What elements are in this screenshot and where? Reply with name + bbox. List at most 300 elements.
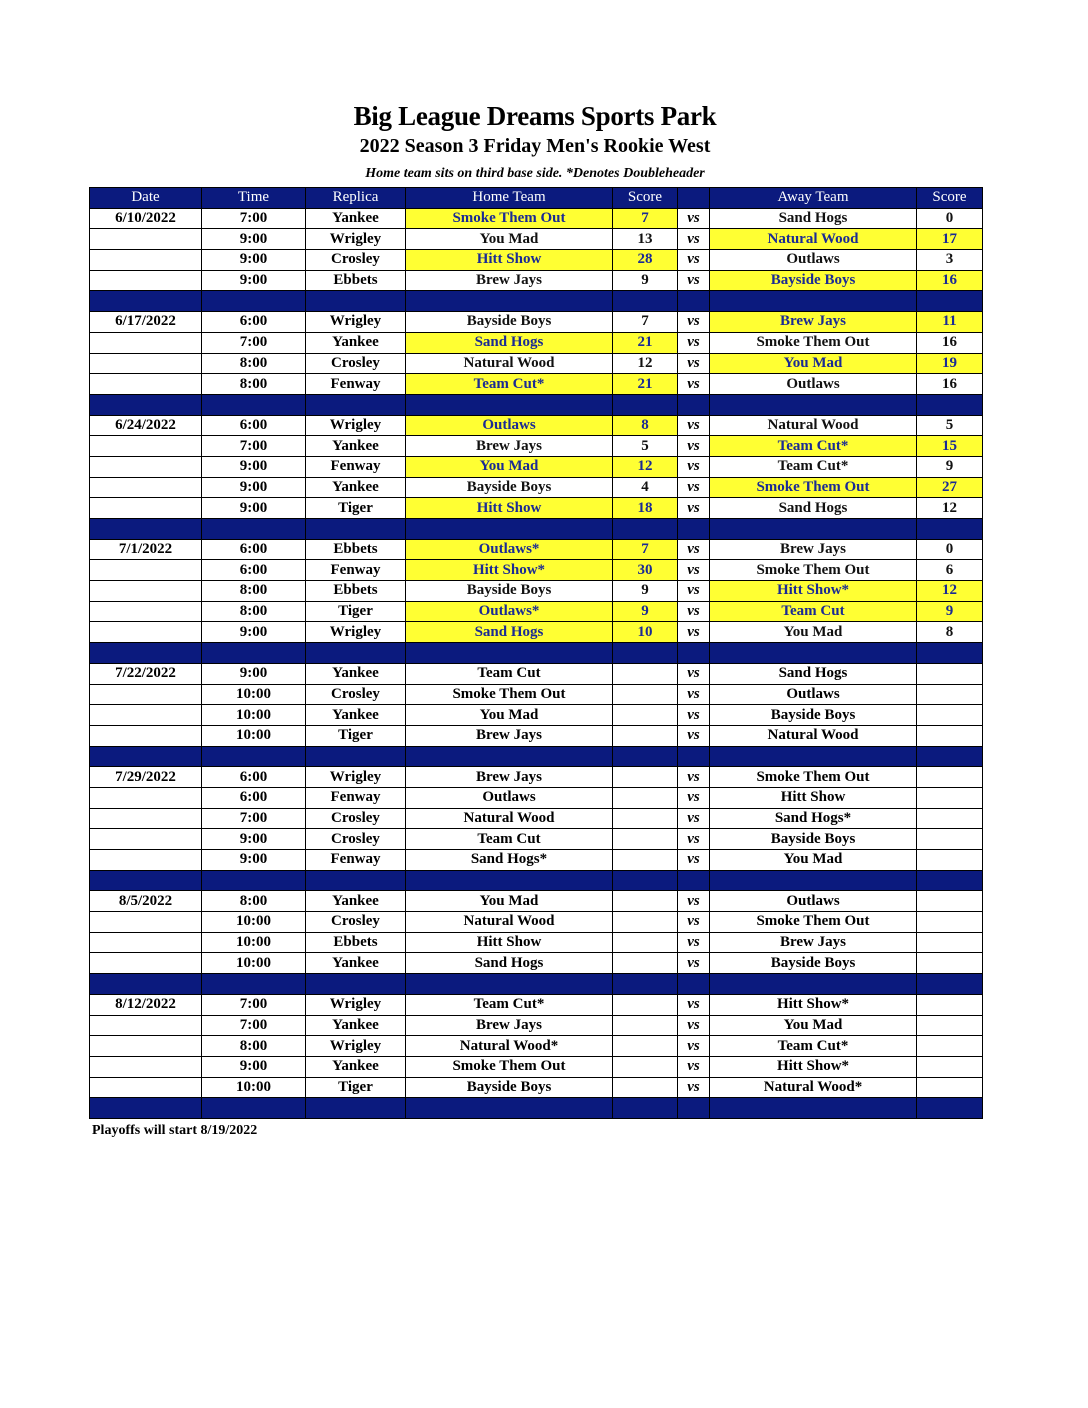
time-cell: 9:00 bbox=[202, 229, 306, 250]
replica-cell: Yankee bbox=[306, 436, 406, 457]
header-vs bbox=[678, 188, 710, 209]
away-team-cell: Brew Jays bbox=[710, 312, 917, 333]
time-cell: 10:00 bbox=[202, 705, 306, 726]
vs-cell: vs bbox=[678, 1036, 710, 1057]
away-team-cell: Hitt Show bbox=[710, 787, 917, 808]
separator-cell bbox=[710, 746, 917, 767]
table-row bbox=[90, 250, 983, 271]
playoffs-note: Playoffs will start 8/19/2022 bbox=[92, 1123, 258, 1138]
home-team-cell: Hitt Show bbox=[406, 498, 613, 519]
table-header-row bbox=[90, 188, 983, 209]
replica-cell: Crosley bbox=[306, 808, 406, 829]
time-cell: 6:00 bbox=[202, 415, 306, 436]
home-score-cell: 30 bbox=[613, 560, 678, 581]
vs-cell: vs bbox=[678, 208, 710, 229]
away-team-cell: You Mad bbox=[710, 353, 917, 374]
home-team-cell: Brew Jays bbox=[406, 767, 613, 788]
home-team-cell: You Mad bbox=[406, 456, 613, 477]
away-score-cell: 5 bbox=[917, 415, 983, 436]
vs-cell: vs bbox=[678, 581, 710, 602]
home-score-cell bbox=[613, 891, 678, 912]
home-score-cell bbox=[613, 850, 678, 871]
page-title: Big League Dreams Sports Park bbox=[353, 101, 717, 131]
replica-cell: Tiger bbox=[306, 601, 406, 622]
vs-cell: vs bbox=[678, 539, 710, 560]
separator-cell bbox=[202, 291, 306, 312]
home-team-cell: Sand Hogs* bbox=[406, 850, 613, 871]
week-separator-row bbox=[90, 746, 983, 767]
vs-cell: vs bbox=[678, 498, 710, 519]
replica-cell: Fenway bbox=[306, 850, 406, 871]
table-row bbox=[90, 436, 983, 457]
time-cell: 8:00 bbox=[202, 581, 306, 602]
away-score-cell bbox=[917, 808, 983, 829]
away-team-cell: Bayside Boys bbox=[710, 270, 917, 291]
away-score-cell: 9 bbox=[917, 601, 983, 622]
vs-cell: vs bbox=[678, 663, 710, 684]
separator-cell bbox=[613, 643, 678, 664]
vs-cell: vs bbox=[678, 912, 710, 933]
away-score-cell: 15 bbox=[917, 436, 983, 457]
date-cell bbox=[90, 229, 202, 250]
schedule-note: Home team sits on third base side. *Denotes Doubleheader bbox=[365, 166, 705, 181]
home-score-cell bbox=[613, 663, 678, 684]
replica-cell: Yankee bbox=[306, 1056, 406, 1077]
away-score-cell: 17 bbox=[917, 229, 983, 250]
away-team-cell: Natural Wood bbox=[710, 415, 917, 436]
away-score-cell: 16 bbox=[917, 332, 983, 353]
week-separator-row bbox=[90, 974, 983, 995]
home-score-cell bbox=[613, 705, 678, 726]
replica-cell: Yankee bbox=[306, 705, 406, 726]
table-row bbox=[90, 270, 983, 291]
home-team-cell: Brew Jays bbox=[406, 1015, 613, 1036]
separator-cell bbox=[406, 870, 613, 891]
vs-cell: vs bbox=[678, 250, 710, 271]
away-score-cell bbox=[917, 705, 983, 726]
table-row bbox=[90, 767, 983, 788]
home-team-cell: Sand Hogs bbox=[406, 332, 613, 353]
replica-cell: Wrigley bbox=[306, 229, 406, 250]
vs-cell: vs bbox=[678, 767, 710, 788]
date-cell: 7/29/2022 bbox=[90, 767, 202, 788]
separator-cell bbox=[90, 519, 202, 540]
away-score-cell: 9 bbox=[917, 456, 983, 477]
away-score-cell bbox=[917, 684, 983, 705]
vs-cell: vs bbox=[678, 601, 710, 622]
date-cell bbox=[90, 705, 202, 726]
home-team-cell: You Mad bbox=[406, 891, 613, 912]
away-score-cell: 16 bbox=[917, 374, 983, 395]
home-team-cell: Bayside Boys bbox=[406, 1077, 613, 1098]
home-score-cell: 9 bbox=[613, 581, 678, 602]
vs-cell: vs bbox=[678, 891, 710, 912]
away-team-cell: Team Cut* bbox=[710, 1036, 917, 1057]
vs-cell: vs bbox=[678, 1077, 710, 1098]
home-team-cell: Brew Jays bbox=[406, 436, 613, 457]
date-cell bbox=[90, 725, 202, 746]
replica-cell: Wrigley bbox=[306, 994, 406, 1015]
away-team-cell: Smoke Them Out bbox=[710, 912, 917, 933]
home-score-cell bbox=[613, 1036, 678, 1057]
replica-cell: Yankee bbox=[306, 208, 406, 229]
separator-cell bbox=[90, 643, 202, 664]
date-cell bbox=[90, 250, 202, 271]
time-cell: 9:00 bbox=[202, 1056, 306, 1077]
date-cell bbox=[90, 353, 202, 374]
home-score-cell: 7 bbox=[613, 539, 678, 560]
table-row bbox=[90, 208, 983, 229]
replica-cell: Crosley bbox=[306, 829, 406, 850]
home-team-cell: Natural Wood bbox=[406, 912, 613, 933]
week-separator-row bbox=[90, 394, 983, 415]
home-score-cell bbox=[613, 953, 678, 974]
time-cell: 7:00 bbox=[202, 208, 306, 229]
date-cell: 6/10/2022 bbox=[90, 208, 202, 229]
table-row bbox=[90, 725, 983, 746]
separator-cell bbox=[613, 519, 678, 540]
date-cell bbox=[90, 850, 202, 871]
week-separator-row bbox=[90, 519, 983, 540]
separator-cell bbox=[710, 1098, 917, 1119]
replica-cell: Wrigley bbox=[306, 622, 406, 643]
vs-cell: vs bbox=[678, 456, 710, 477]
home-team-cell: Smoke Them Out bbox=[406, 208, 613, 229]
separator-cell bbox=[406, 1098, 613, 1119]
time-cell: 8:00 bbox=[202, 1036, 306, 1057]
time-cell: 8:00 bbox=[202, 891, 306, 912]
away-score-cell bbox=[917, 850, 983, 871]
home-team-cell: Bayside Boys bbox=[406, 581, 613, 602]
away-team-cell: Outlaws bbox=[710, 891, 917, 912]
date-cell bbox=[90, 601, 202, 622]
home-team-cell: Sand Hogs bbox=[406, 622, 613, 643]
home-team-cell: You Mad bbox=[406, 229, 613, 250]
home-team-cell: Brew Jays bbox=[406, 725, 613, 746]
home-score-cell bbox=[613, 684, 678, 705]
away-team-cell: Bayside Boys bbox=[710, 705, 917, 726]
away-score-cell bbox=[917, 891, 983, 912]
separator-cell bbox=[917, 291, 983, 312]
separator-cell bbox=[202, 643, 306, 664]
home-score-cell: 21 bbox=[613, 374, 678, 395]
vs-cell: vs bbox=[678, 270, 710, 291]
time-cell: 7:00 bbox=[202, 1015, 306, 1036]
home-score-cell: 5 bbox=[613, 436, 678, 457]
home-team-cell: Team Cut* bbox=[406, 374, 613, 395]
away-score-cell: 19 bbox=[917, 353, 983, 374]
separator-cell bbox=[613, 394, 678, 415]
table-row bbox=[90, 498, 983, 519]
table-row bbox=[90, 1015, 983, 1036]
away-team-cell: You Mad bbox=[710, 850, 917, 871]
replica-cell: Wrigley bbox=[306, 312, 406, 333]
date-cell bbox=[90, 622, 202, 643]
time-cell: 9:00 bbox=[202, 622, 306, 643]
replica-cell: Ebbets bbox=[306, 581, 406, 602]
replica-cell: Fenway bbox=[306, 560, 406, 581]
time-cell: 8:00 bbox=[202, 353, 306, 374]
home-score-cell bbox=[613, 787, 678, 808]
date-cell bbox=[90, 1015, 202, 1036]
date-cell bbox=[90, 374, 202, 395]
replica-cell: Crosley bbox=[306, 684, 406, 705]
away-team-cell: Smoke Them Out bbox=[710, 332, 917, 353]
table-row bbox=[90, 994, 983, 1015]
date-cell bbox=[90, 1036, 202, 1057]
header-home-team: Home Team bbox=[406, 188, 613, 209]
week-separator-row bbox=[90, 1098, 983, 1119]
date-cell bbox=[90, 581, 202, 602]
away-score-cell bbox=[917, 912, 983, 933]
date-cell bbox=[90, 684, 202, 705]
table-row bbox=[90, 1056, 983, 1077]
away-team-cell: Smoke Them Out bbox=[710, 477, 917, 498]
vs-cell: vs bbox=[678, 684, 710, 705]
away-team-cell: Sand Hogs bbox=[710, 498, 917, 519]
date-cell: 6/17/2022 bbox=[90, 312, 202, 333]
separator-cell bbox=[406, 394, 613, 415]
time-cell: 7:00 bbox=[202, 994, 306, 1015]
home-team-cell: Team Cut bbox=[406, 663, 613, 684]
table-row bbox=[90, 1036, 983, 1057]
away-team-cell: Brew Jays bbox=[710, 932, 917, 953]
home-team-cell: Team Cut* bbox=[406, 994, 613, 1015]
replica-cell: Wrigley bbox=[306, 415, 406, 436]
away-team-cell: You Mad bbox=[710, 622, 917, 643]
separator-cell bbox=[710, 643, 917, 664]
time-cell: 9:00 bbox=[202, 477, 306, 498]
table-row bbox=[90, 663, 983, 684]
home-score-cell bbox=[613, 994, 678, 1015]
time-cell: 9:00 bbox=[202, 850, 306, 871]
away-score-cell: 0 bbox=[917, 539, 983, 560]
separator-cell bbox=[710, 870, 917, 891]
separator-cell bbox=[306, 746, 406, 767]
home-team-cell: Brew Jays bbox=[406, 270, 613, 291]
separator-cell bbox=[306, 394, 406, 415]
vs-cell: vs bbox=[678, 705, 710, 726]
home-team-cell: Smoke Them Out bbox=[406, 684, 613, 705]
header-time: Time bbox=[202, 188, 306, 209]
separator-cell bbox=[710, 291, 917, 312]
date-cell bbox=[90, 808, 202, 829]
vs-cell: vs bbox=[678, 312, 710, 333]
time-cell: 9:00 bbox=[202, 663, 306, 684]
home-team-cell: Natural Wood bbox=[406, 808, 613, 829]
home-score-cell: 18 bbox=[613, 498, 678, 519]
table-row bbox=[90, 601, 983, 622]
away-team-cell: Team Cut* bbox=[710, 436, 917, 457]
table-row bbox=[90, 705, 983, 726]
date-cell: 8/5/2022 bbox=[90, 891, 202, 912]
separator-cell bbox=[917, 746, 983, 767]
header-away-team: Away Team bbox=[710, 188, 917, 209]
table-row bbox=[90, 456, 983, 477]
separator-cell bbox=[710, 974, 917, 995]
separator-cell bbox=[90, 1098, 202, 1119]
schedule-body bbox=[90, 208, 983, 1118]
time-cell: 9:00 bbox=[202, 270, 306, 291]
page-subtitle: 2022 Season 3 Friday Men's Rookie West bbox=[359, 135, 711, 157]
time-cell: 9:00 bbox=[202, 456, 306, 477]
separator-cell bbox=[917, 519, 983, 540]
home-score-cell bbox=[613, 767, 678, 788]
separator-cell bbox=[306, 974, 406, 995]
away-team-cell: Natural Wood* bbox=[710, 1077, 917, 1098]
separator-cell bbox=[306, 291, 406, 312]
replica-cell: Ebbets bbox=[306, 270, 406, 291]
vs-cell: vs bbox=[678, 436, 710, 457]
away-team-cell: Natural Wood bbox=[710, 725, 917, 746]
separator-cell bbox=[613, 974, 678, 995]
table-row bbox=[90, 415, 983, 436]
vs-cell: vs bbox=[678, 1015, 710, 1036]
away-team-cell: Smoke Them Out bbox=[710, 560, 917, 581]
table-row bbox=[90, 953, 983, 974]
vs-cell: vs bbox=[678, 415, 710, 436]
replica-cell: Tiger bbox=[306, 725, 406, 746]
home-score-cell: 8 bbox=[613, 415, 678, 436]
away-score-cell: 8 bbox=[917, 622, 983, 643]
vs-cell: vs bbox=[678, 374, 710, 395]
separator-cell bbox=[202, 746, 306, 767]
date-cell bbox=[90, 953, 202, 974]
date-cell: 7/22/2022 bbox=[90, 663, 202, 684]
header-date: Date bbox=[90, 188, 202, 209]
table-row bbox=[90, 684, 983, 705]
home-score-cell: 13 bbox=[613, 229, 678, 250]
away-score-cell: 3 bbox=[917, 250, 983, 271]
home-score-cell: 4 bbox=[613, 477, 678, 498]
vs-cell: vs bbox=[678, 953, 710, 974]
home-team-cell: Outlaws bbox=[406, 787, 613, 808]
vs-cell: vs bbox=[678, 1056, 710, 1077]
away-team-cell: You Mad bbox=[710, 1015, 917, 1036]
time-cell: 6:00 bbox=[202, 767, 306, 788]
vs-cell: vs bbox=[678, 850, 710, 871]
away-team-cell: Outlaws bbox=[710, 250, 917, 271]
vs-cell: vs bbox=[678, 829, 710, 850]
away-score-cell bbox=[917, 1077, 983, 1098]
home-score-cell bbox=[613, 932, 678, 953]
replica-cell: Crosley bbox=[306, 912, 406, 933]
away-team-cell: Sand Hogs* bbox=[710, 808, 917, 829]
separator-cell bbox=[678, 643, 710, 664]
separator-cell bbox=[710, 519, 917, 540]
separator-cell bbox=[613, 1098, 678, 1119]
table-row bbox=[90, 850, 983, 871]
schedule-table bbox=[89, 187, 983, 1119]
replica-cell: Fenway bbox=[306, 456, 406, 477]
vs-cell: vs bbox=[678, 622, 710, 643]
home-score-cell: 9 bbox=[613, 270, 678, 291]
header-away-score: Score bbox=[917, 188, 983, 209]
away-score-cell bbox=[917, 725, 983, 746]
separator-cell bbox=[90, 291, 202, 312]
away-score-cell bbox=[917, 663, 983, 684]
table-row bbox=[90, 829, 983, 850]
date-cell bbox=[90, 436, 202, 457]
vs-cell: vs bbox=[678, 994, 710, 1015]
away-score-cell bbox=[917, 1015, 983, 1036]
separator-cell bbox=[917, 870, 983, 891]
separator-cell bbox=[90, 974, 202, 995]
away-team-cell: Sand Hogs bbox=[710, 208, 917, 229]
week-separator-row bbox=[90, 291, 983, 312]
separator-cell bbox=[917, 643, 983, 664]
time-cell: 10:00 bbox=[202, 725, 306, 746]
table-row bbox=[90, 581, 983, 602]
date-cell bbox=[90, 787, 202, 808]
time-cell: 9:00 bbox=[202, 250, 306, 271]
time-cell: 6:00 bbox=[202, 539, 306, 560]
time-cell: 10:00 bbox=[202, 953, 306, 974]
home-team-cell: Hitt Show bbox=[406, 250, 613, 271]
date-cell: 8/12/2022 bbox=[90, 994, 202, 1015]
away-score-cell: 12 bbox=[917, 498, 983, 519]
table-row bbox=[90, 787, 983, 808]
replica-cell: Yankee bbox=[306, 332, 406, 353]
home-score-cell bbox=[613, 808, 678, 829]
replica-cell: Ebbets bbox=[306, 539, 406, 560]
time-cell: 9:00 bbox=[202, 498, 306, 519]
time-cell: 9:00 bbox=[202, 829, 306, 850]
table-row bbox=[90, 312, 983, 333]
table-row bbox=[90, 891, 983, 912]
separator-cell bbox=[678, 974, 710, 995]
vs-cell: vs bbox=[678, 332, 710, 353]
home-team-cell: Natural Wood* bbox=[406, 1036, 613, 1057]
date-cell bbox=[90, 932, 202, 953]
home-score-cell: 28 bbox=[613, 250, 678, 271]
home-score-cell bbox=[613, 1015, 678, 1036]
replica-cell: Crosley bbox=[306, 250, 406, 271]
table-row bbox=[90, 332, 983, 353]
table-row bbox=[90, 932, 983, 953]
away-score-cell bbox=[917, 1036, 983, 1057]
table-row bbox=[90, 477, 983, 498]
home-team-cell: You Mad bbox=[406, 705, 613, 726]
separator-cell bbox=[90, 746, 202, 767]
date-cell bbox=[90, 270, 202, 291]
separator-cell bbox=[917, 394, 983, 415]
time-cell: 6:00 bbox=[202, 312, 306, 333]
time-cell: 10:00 bbox=[202, 1077, 306, 1098]
home-score-cell: 12 bbox=[613, 353, 678, 374]
away-score-cell: 12 bbox=[917, 581, 983, 602]
table-row bbox=[90, 560, 983, 581]
time-cell: 6:00 bbox=[202, 787, 306, 808]
vs-cell: vs bbox=[678, 725, 710, 746]
away-team-cell: Hitt Show* bbox=[710, 581, 917, 602]
away-team-cell: Sand Hogs bbox=[710, 663, 917, 684]
away-score-cell bbox=[917, 994, 983, 1015]
time-cell: 10:00 bbox=[202, 912, 306, 933]
date-cell bbox=[90, 332, 202, 353]
home-team-cell: Hitt Show* bbox=[406, 560, 613, 581]
separator-cell bbox=[202, 519, 306, 540]
away-score-cell bbox=[917, 932, 983, 953]
separator-cell bbox=[306, 519, 406, 540]
date-cell bbox=[90, 912, 202, 933]
date-cell bbox=[90, 829, 202, 850]
table-row bbox=[90, 808, 983, 829]
separator-cell bbox=[90, 870, 202, 891]
separator-cell bbox=[306, 643, 406, 664]
date-cell: 7/1/2022 bbox=[90, 539, 202, 560]
vs-cell: vs bbox=[678, 560, 710, 581]
